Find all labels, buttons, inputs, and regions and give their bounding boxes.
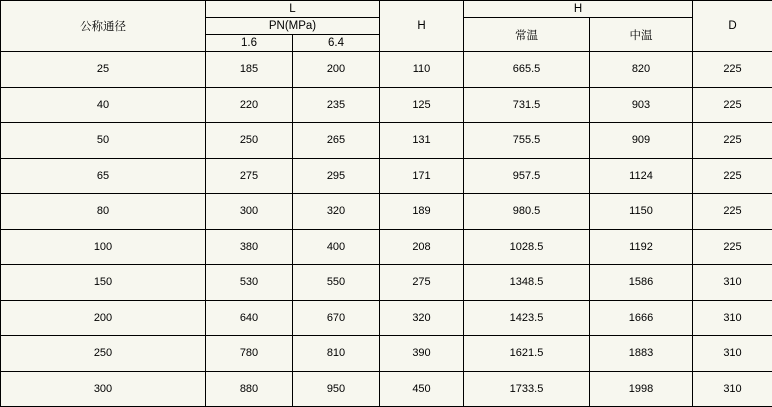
cell-h-mid: 1192 — [590, 229, 693, 265]
cell-h-normal: 755.5 — [464, 123, 590, 159]
table-row — [1, 229, 772, 265]
cell-h: 275 — [380, 265, 464, 301]
cell-d: 225 — [693, 229, 772, 265]
header-d: D — [693, 1, 772, 52]
cell-l64: 950 — [293, 371, 380, 407]
cell-h-normal: 1348.5 — [464, 265, 590, 301]
table-row — [1, 300, 772, 336]
cell-h-mid: 1124 — [590, 158, 693, 194]
cell-dn: 40 — [1, 87, 206, 123]
cell-h-normal: 1423.5 — [464, 300, 590, 336]
header-pn-6-4: 6.4 — [293, 35, 380, 52]
cell-d: 225 — [693, 52, 772, 88]
cell-l16: 220 — [206, 87, 293, 123]
cell-h-normal: 957.5 — [464, 158, 590, 194]
header-h-normal-temp: 常温 — [464, 18, 590, 52]
cell-d: 225 — [693, 158, 772, 194]
cell-l64: 295 — [293, 158, 380, 194]
cell-l64: 400 — [293, 229, 380, 265]
cell-dn: 200 — [1, 300, 206, 336]
cell-l64: 235 — [293, 87, 380, 123]
cell-l16: 380 — [206, 229, 293, 265]
cell-l16: 530 — [206, 265, 293, 301]
cell-h-normal: 980.5 — [464, 194, 590, 230]
header-pn-1-6: 1.6 — [206, 35, 293, 52]
cell-h-mid: 1998 — [590, 371, 693, 407]
cell-h-mid: 903 — [590, 87, 693, 123]
table-row — [1, 371, 772, 407]
table-row — [1, 265, 772, 301]
table-row — [1, 123, 772, 159]
header-l-group: L — [206, 1, 380, 18]
cell-h-normal: 731.5 — [464, 87, 590, 123]
table-row — [1, 52, 772, 88]
cell-h: 131 — [380, 123, 464, 159]
cell-h-mid: 1666 — [590, 300, 693, 336]
table-row — [1, 158, 772, 194]
cell-h-mid: 909 — [590, 123, 693, 159]
cell-h: 125 — [380, 87, 464, 123]
header-nominal-diameter: 公称通径 — [1, 1, 206, 52]
cell-d: 225 — [693, 123, 772, 159]
cell-l16: 250 — [206, 123, 293, 159]
cell-h: 320 — [380, 300, 464, 336]
cell-h-mid: 820 — [590, 52, 693, 88]
table-header — [1, 1, 772, 52]
cell-dn: 65 — [1, 158, 206, 194]
cell-l64: 550 — [293, 265, 380, 301]
cell-l16: 780 — [206, 336, 293, 372]
cell-dn: 250 — [1, 336, 206, 372]
cell-l64: 810 — [293, 336, 380, 372]
cell-l16: 275 — [206, 158, 293, 194]
header-h-group: H — [464, 1, 693, 18]
table-row — [1, 87, 772, 123]
cell-d: 310 — [693, 371, 772, 407]
cell-h-mid: 1586 — [590, 265, 693, 301]
cell-h-normal: 1621.5 — [464, 336, 590, 372]
cell-l64: 320 — [293, 194, 380, 230]
cell-l16: 300 — [206, 194, 293, 230]
cell-d: 310 — [693, 336, 772, 372]
table-row — [1, 336, 772, 372]
table-body — [1, 52, 772, 407]
cell-h-normal: 1028.5 — [464, 229, 590, 265]
cell-h: 189 — [380, 194, 464, 230]
cell-l64: 265 — [293, 123, 380, 159]
cell-dn: 150 — [1, 265, 206, 301]
cell-h-normal: 1733.5 — [464, 371, 590, 407]
cell-dn: 80 — [1, 194, 206, 230]
cell-h-mid: 1150 — [590, 194, 693, 230]
cell-l16: 640 — [206, 300, 293, 336]
cell-h: 171 — [380, 158, 464, 194]
header-pn-label: PN(MPa) — [206, 18, 380, 35]
cell-d: 225 — [693, 87, 772, 123]
cell-d: 310 — [693, 300, 772, 336]
header-h-mid-temp: 中温 — [590, 18, 693, 52]
cell-l16: 880 — [206, 371, 293, 407]
cell-dn: 100 — [1, 229, 206, 265]
header-h-single: H — [380, 1, 464, 52]
cell-dn: 25 — [1, 52, 206, 88]
cell-l16: 185 — [206, 52, 293, 88]
header-row-1 — [1, 1, 772, 18]
cell-dn: 300 — [1, 371, 206, 407]
cell-h-mid: 1883 — [590, 336, 693, 372]
cell-l64: 670 — [293, 300, 380, 336]
cell-h-normal: 665.5 — [464, 52, 590, 88]
table-row — [1, 194, 772, 230]
cell-dn: 50 — [1, 123, 206, 159]
cell-h: 110 — [380, 52, 464, 88]
cell-d: 225 — [693, 194, 772, 230]
cell-d: 310 — [693, 265, 772, 301]
cell-h: 390 — [380, 336, 464, 372]
cell-h: 208 — [380, 229, 464, 265]
cell-l64: 200 — [293, 52, 380, 88]
cell-h: 450 — [380, 371, 464, 407]
